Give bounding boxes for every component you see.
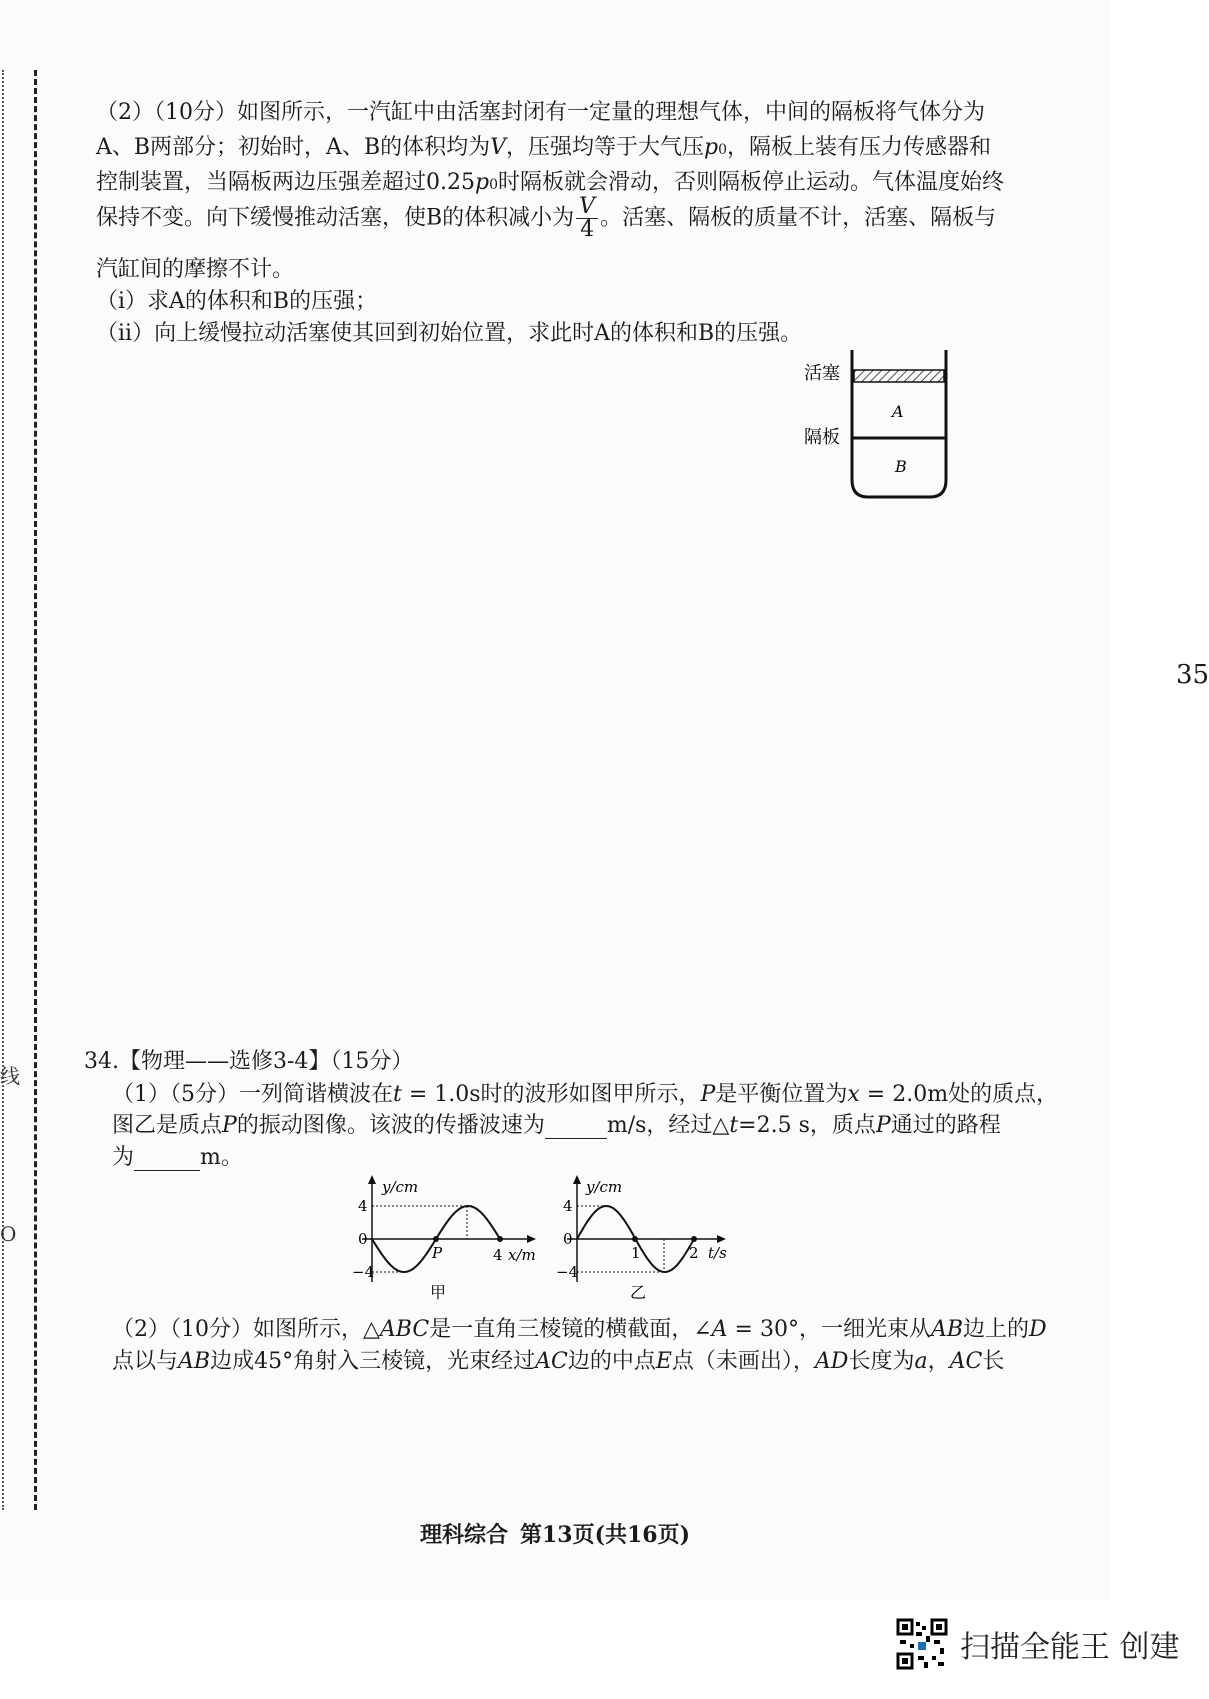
answer-blank-distance[interactable]: [134, 1146, 200, 1171]
yi-tick-4: 4: [563, 1197, 573, 1215]
cylinder-figure: [796, 345, 966, 505]
margin-glyph-1: 线: [0, 1064, 20, 1088]
jia-tick-4: 4: [358, 1197, 368, 1215]
q33-2-line5: 汽缸间的摩擦不计。: [96, 257, 295, 282]
jia-point-x4: [497, 1236, 503, 1242]
q34-2-line1: （2）（10分）如图所示，△ABC是一直角三棱镜的横截面，∠A = 30°，一细光束从AB边上的D: [112, 1317, 1047, 1342]
jia-tick-x4: 4: [493, 1246, 503, 1264]
jia-x-label: x/m: [508, 1246, 536, 1264]
piston: [854, 370, 944, 382]
q33-2-sub-i: （i）求A的体积和B的压强；: [96, 289, 378, 314]
yi-point-t2: [691, 1236, 697, 1242]
divider-label: 隔板: [804, 427, 840, 448]
yi-tick-neg4: −4: [556, 1263, 579, 1281]
jia-tick-0: 0: [358, 1230, 368, 1248]
yi-x-arrow: [717, 1235, 726, 1243]
q34-1-line2: 图乙是质点P的振动图像。该波的传播波速为 m/s，经过△t=2.5 s，质点P通过的路程: [112, 1113, 1001, 1138]
jia-caption: 甲: [430, 1283, 447, 1302]
side-page-number: 35: [1176, 660, 1209, 690]
yi-tick-0: 0: [563, 1230, 573, 1248]
jia-x-arrow: [527, 1235, 536, 1243]
yi-caption: 乙: [630, 1283, 647, 1302]
gas-a-label: A: [892, 402, 904, 421]
jia-tick-neg4: −4: [352, 1263, 375, 1281]
answer-blank-speed[interactable]: [545, 1114, 607, 1139]
wave-graph-jia: [352, 1172, 542, 1302]
q33-2-line3: 控制装置，当隔板两边压强差超过0.25p0时隔板就会滑动，否则隔板停止运动。气体温度始终: [96, 170, 1005, 195]
binding-dashed-line: [34, 70, 37, 1510]
yi-tick-2: 2: [689, 1244, 699, 1262]
q34-heading: 34.【物理——选修3-4】（15分）: [84, 1049, 414, 1074]
wave-graph-yi: [552, 1172, 742, 1302]
q33-2-line4: 保持不变。向下缓慢推动活塞，使B的体积减小为 $\frac{V}{4}$ 。活塞、隔板的质量不计，活塞、隔板与: [96, 194, 997, 242]
gas-b-label: B: [895, 457, 907, 476]
q33-2-line2: A、B两部分；初始时，A、B的体积均为V，压强均等于大气压p0，隔板上装有压力传感器和: [96, 135, 992, 160]
page-edge-dotted: [2, 70, 4, 1510]
piston-label: 活塞: [804, 363, 840, 384]
yi-y-label: y/cm: [586, 1178, 623, 1196]
yi-point-t1: [632, 1236, 638, 1242]
jia-y-arrow: [368, 1175, 376, 1184]
yi-tick-1: 1: [631, 1244, 641, 1262]
watermark-text: 扫描全能王 创建: [960, 1630, 1180, 1665]
page-footer: [0, 1518, 1110, 1549]
jia-y-label: y/cm: [382, 1178, 419, 1196]
yi-y-arrow: [573, 1175, 581, 1184]
footer-subject: 理科综合: [419, 1522, 508, 1548]
q34-2-line2: 点以与AB边成45°角射入三棱镜，光束经过AC边的中点E点（未画出），AD长度为a，AC长: [112, 1349, 1005, 1374]
q33-2-sub-ii: （ii）向上缓慢拉动活塞使其回到初始位置，求此时A的体积和B的压强。: [96, 321, 803, 346]
yi-x-label: t/s: [708, 1244, 727, 1262]
jia-point-p: [433, 1236, 439, 1242]
qr-code-icon: [896, 1618, 948, 1670]
jia-tick-p: P: [432, 1244, 443, 1262]
footer-page-number: 第13页(共16页): [519, 1522, 691, 1548]
q34-1-line3: 为 m。: [112, 1145, 243, 1170]
margin-glyph-2: O: [0, 1222, 17, 1246]
q33-2-line1: （2）（10分）如图所示，一汽缸中由活塞封闭有一定量的理想气体，中间的隔板将气体分为: [96, 100, 985, 125]
fraction-v-over-4: $\frac{V}{4}$: [576, 196, 598, 241]
q34-1-line1: （1）（5分）一列简谐横波在t = 1.0s时的波形如图甲所示，P是平衡位置为x = 2.0m处的质点，: [112, 1082, 1059, 1107]
scanner-watermark: [896, 1618, 1180, 1670]
